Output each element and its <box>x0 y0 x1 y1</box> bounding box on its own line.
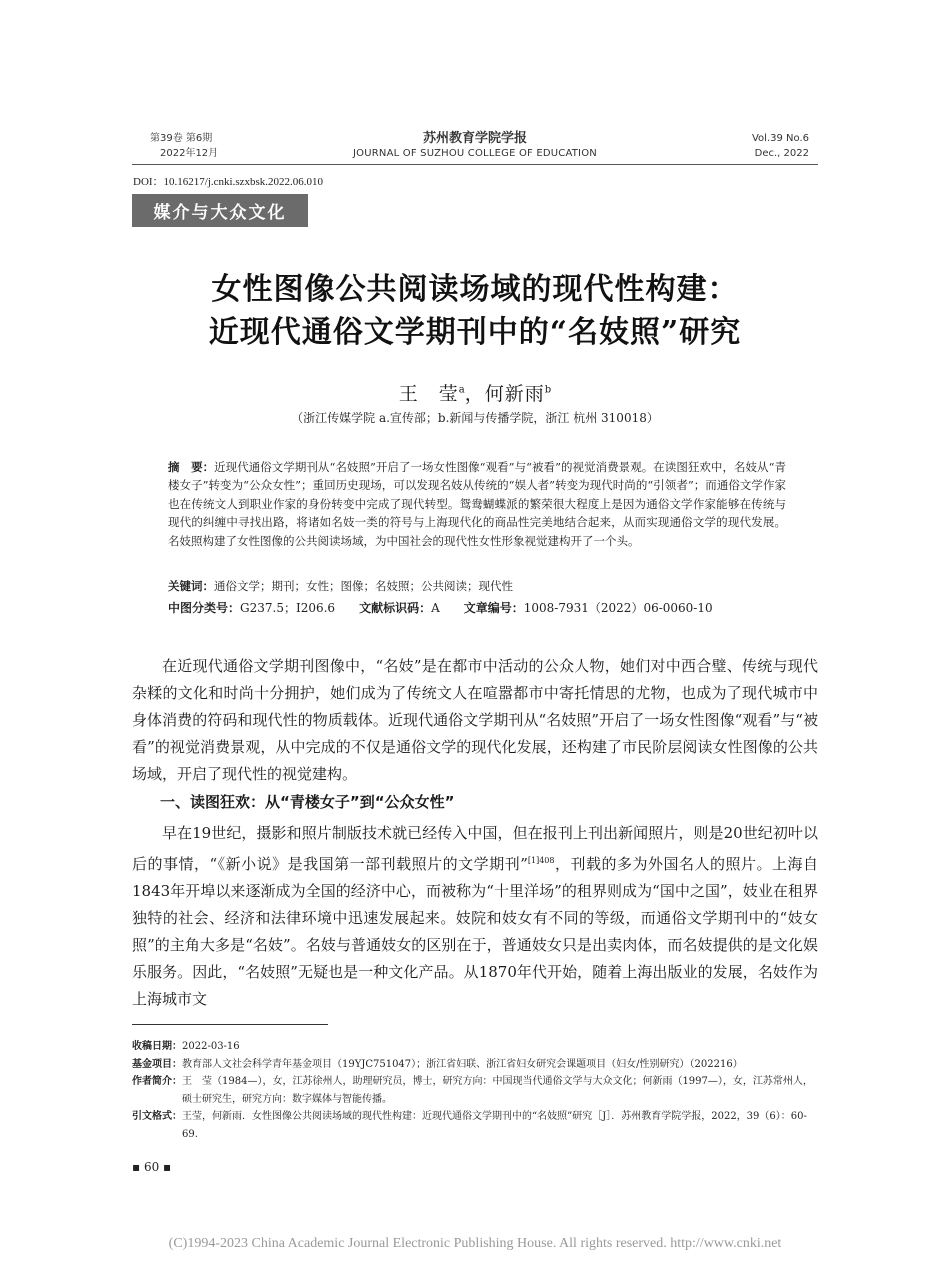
journal-name-en: JOURNAL OF SUZHOU COLLEGE OF EDUCATION <box>353 148 597 159</box>
section-heading: 一、读图狂欢：从“青楼女子”到“公众女性” <box>160 793 455 811</box>
author-1: 王 莹 <box>398 383 459 405</box>
footnote-author-bio <box>132 1073 822 1108</box>
body-paragraph-2 <box>132 820 818 1013</box>
column-badge: 媒介与大众文化 <box>132 194 308 227</box>
body-paragraph-2-part-a: 早在19世纪，摄影和照片制版技术就已经传入中国，但在报刊上刊出新闻照片，则是20世纪初叶以后的事情，“《新小说》是我国第一部刊载照片的文学期刊” <box>132 824 818 873</box>
header-center <box>300 131 650 161</box>
abstract-label: 摘 要： <box>168 460 215 474</box>
author-separator: ， <box>464 383 485 405</box>
header-right <box>752 131 809 161</box>
keywords-label: 关键词： <box>168 579 214 593</box>
footnote-label: 作者简介： <box>132 1076 182 1087</box>
footnotes <box>132 1038 822 1143</box>
footnote-label: 收稿日期： <box>132 1041 182 1052</box>
footnote-label: 引文格式： <box>132 1111 182 1122</box>
footnote-received <box>132 1038 822 1056</box>
abstract-text: 近现代通俗文学期刊从“名妓照”开启了一场女性图像“观看”与“被看”的视觉消费景观。在读图狂欢中，名妓从“青楼女子”转变为“公众女性”；重回历史现场，可以发现名妓从传统的“娱人者”转变为现代时尚的“引领者”；而通俗文学作家也在传统文人到职业作家的身份转变中完成了现代转型。鸳鸯蝴蝶派的繁荣很大程度上是因为通俗文学作家能够在传统与现代的纠缠中寻找出路，将诸如名妓一类的符号与上海现代化的商品性完美地结合起来，从而实现通俗文学的现代发展。名妓照构建了女性图像的公共阅读场域，为中国社会的现代性女性形象视觉建构开了一个头。 <box>168 460 787 548</box>
header-date: 2022年12月 <box>160 148 219 159</box>
authors <box>200 379 750 406</box>
body-paragraph-2-part-b: ，刊载的多为外国名人的照片。上海自1843年开埠以来逐渐成为全国的经济中心，而被称为“十里洋场”的租界则成为“国中之国”，妓业在租界独特的社会、经济和法律环境中迅速发展起来。妓院和妓女有不同的等级，而通俗文学期刊中的“妓女照”的主角大多是“名妓”。名妓与普通妓女的区别在于，普通妓女只是出卖肉体，而名妓提供的是文化娱乐服务。因此，“名妓照”无疑也是一种文化产品。从1870年代开始，随着上海出版业的发展，名妓作为上海城市文 <box>132 855 818 1008</box>
footnote-text: 2022-03-16 <box>182 1041 240 1052</box>
copyright-watermark: (C)1994-2023 China Academic Journal Electronic Publishing House. All rights reserved. http://www.cnki.net <box>168 1236 782 1251</box>
author-2-affil-mark: b <box>544 384 552 396</box>
citation-ref[interactable]: [1]408 <box>527 856 555 865</box>
affiliation: （浙江传媒学院 a.宣传部；b.新闻与传播学院，浙江 杭州 310018） <box>291 411 659 425</box>
keywords <box>168 578 786 594</box>
footnote-label: 基金项目： <box>132 1058 182 1070</box>
header-date-en: Dec., 2022 <box>754 148 809 159</box>
header-rule <box>132 164 818 165</box>
header-left <box>150 131 218 161</box>
doc-code-label: 文献标识码： <box>359 601 432 615</box>
footnote-rule <box>132 1024 328 1025</box>
classification-line <box>168 599 808 616</box>
header-volume-issue-en: Vol.39 No.6 <box>751 133 809 144</box>
keywords-text: 通俗文学；期刊；女性；图像；名妓照；公共阅读；现代性 <box>214 579 513 593</box>
footnote-text: 教育部人文社会科学青年基金项目（19YJC751047）；浙江省妇联、浙江省妇女研究会课题项目（妇女/性别研究）（202216） <box>182 1058 743 1070</box>
footnote-text: 王 莹（1984—），女，江苏徐州人，助理研究员，博士，研究方向：中国现当代通俗文学与大众文化；何新雨（1997—），女，江苏常州人，硕士研究生，研究方向：数字媒体与智能传播。 <box>182 1076 813 1105</box>
footnote-citation-format <box>132 1108 822 1143</box>
header-volume-issue: 第39卷 第6期 <box>150 133 213 144</box>
footnote-funding <box>132 1056 822 1074</box>
clc-label: 中图分类号： <box>168 601 241 615</box>
article-number-label: 文章编号： <box>463 601 524 615</box>
abstract <box>168 458 786 550</box>
article-title-line1: 女性图像公共阅读场域的现代性构建： <box>211 272 739 307</box>
author-2: 何新雨 <box>484 383 545 405</box>
article-number-value: 1008-7931（2022）06-0060-10 <box>523 601 713 615</box>
journal-name-cn: 苏州教育学院学报 <box>422 131 527 146</box>
footnote-text: 王莹，何新雨．女性图像公共阅读场域的现代性构建：近现代通俗文学期刊中的“名妓照”研究［J］．苏州教育学院学报，2022，39（6）：60-69. <box>182 1111 807 1140</box>
article-title-line2: 近现代通俗文学期刊中的“名妓照”研究 <box>208 315 742 350</box>
doc-code-value: A <box>431 601 440 615</box>
page-number: ▪ 60 ▪ <box>132 1160 172 1174</box>
clc-value: G237.5；I206.6 <box>240 601 336 615</box>
body-paragraph-1: 在近现代通俗文学期刊图像中，“名妓”是在都市中活动的公众人物，她们对中西合璧、传统与现代杂糅的文化和时尚十分拥护，她们成为了传统文人在喧嚣都市中寄托情思的尤物，也成为了现代城市中身体消费的符码和现代性的物质载体。近现代通俗文学期刊从“名妓照”开启了一场女性图像“观看”与“被看”的视觉消费景观，从中完成的不仅是通俗文学的现代化发展，还构建了市民阶层阅读女性图像的公共场域，开启了现代性的视觉建构。 <box>132 657 818 783</box>
doi: DOI：10.16217/j.cnki.szxbsk.2022.06.010 <box>133 176 324 188</box>
author-1-affil-mark: a <box>458 384 465 396</box>
